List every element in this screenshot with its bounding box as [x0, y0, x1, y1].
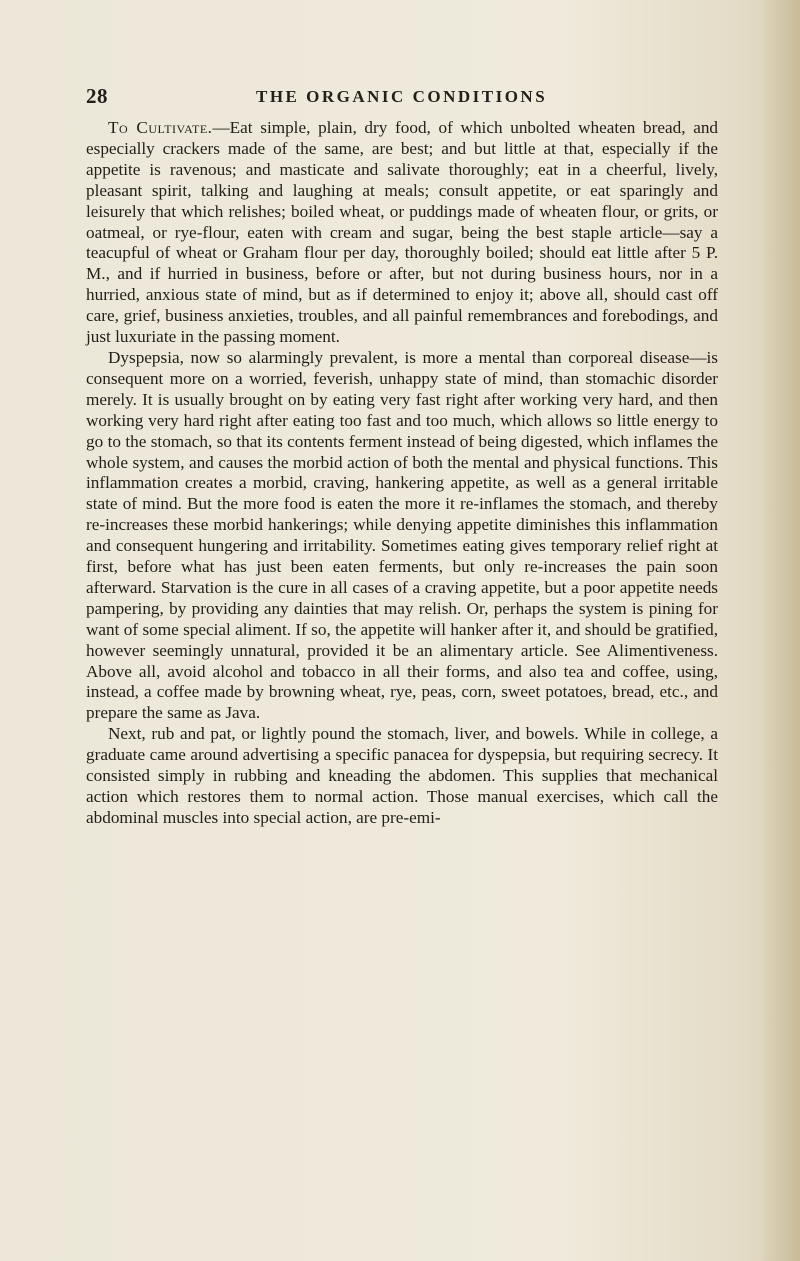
page-header: [86, 84, 736, 114]
paragraph-cultivate: [86, 118, 718, 348]
paragraph-rub-and-pat: [86, 724, 718, 829]
paragraph-text: Next, rub and pat, or lightly pound the stomach, liver, and bowels. While in college, a graduate came around advertising a specific panacea for dyspepsia, but requiring secrecy. It consisted simply in rubbing and kneading the abdomen. This supplies that mechanical action which restores them to normal action. Those manual exercises, which call the abdominal muscles into special action, are pre-emi-: [86, 724, 718, 827]
paragraph-text: —Eat simple, plain, dry food, of which unbolted wheaten bread, and especially crackers made of the same, are best; and but little at that, especially if the appetite is ravenous; and masticate and salivate thoroughly; eat in a cheerful, lively, pleasant spirit, talking and laughing at meals; consult appetite, or eat sparingly and leisurely that which relishes; boiled wheat, or puddings made of wheaten flour, or grits, or oatmeal, or rye-flour, eaten with cream and sugar, being the best staple article—say a teacupful of wheat or Graham flour per day, thoroughly boiled; should eat little after 5 P. M., and if hurried in business, before or after, but not during business hours, nor in a hurried, anxious state of mind, but as if determined to enjoy it; above all, should cast off care, grief, business anxieties, troubles, and all painful remembrances and forebodings, and just luxuriate in the passing moment.: [86, 118, 719, 347]
section-lead: To Cultivate.: [108, 118, 213, 137]
paragraph-dyspepsia: [86, 348, 718, 724]
paragraph-text: Dyspepsia, now so alarmingly prevalent, is more a mental than corporeal disease—is consequent more on a worried, feverish, unhappy state of mind, than stomachic disorder merely. It is usually brought on by eating very fast right after working very hard, and then working very hard right after eating too fast and too much, which allows so little energy to go to the stomach, so that its contents ferment instead of being digested, which inflames the whole system, and causes the morbid action of both the mental and physical functions. This inflammation creates a morbid, craving, hankering appetite, as well as a general irritable state of mind. But the more food is eaten the more it re-inflames the stomach, and thereby re-increases these morbid hankerings; while denying appetite diminishes this inflammation and consequent hungering and irritability. Sometimes eating gives temporary relief right at first, before what has just been eaten ferments, but only re-increases the pain soon afterward. Starvation is the cure in all cases of a craving appetite, but a poor appetite needs pampering, by providing any dainties that may relish. Or, perhaps the system is pining for want of some special aliment. If so, the appetite will hanker after it, and should be gratified, however seemingly unnatural, provided it be an alimentary article. See Alimentiveness. Above all, avoid alcohol and tobacco in all their forms, and also tea and coffee, using, instead, a coffee made by browning wheat, rye, peas, corn, sweet potatoes, bread, etc., and prepare the same as Java.: [86, 347, 718, 723]
body-text: [86, 118, 718, 829]
page-number: 28: [86, 84, 108, 108]
running-head: THE ORGANIC CONDITIONS: [256, 87, 548, 106]
page-edge-shadow: [760, 0, 800, 1261]
